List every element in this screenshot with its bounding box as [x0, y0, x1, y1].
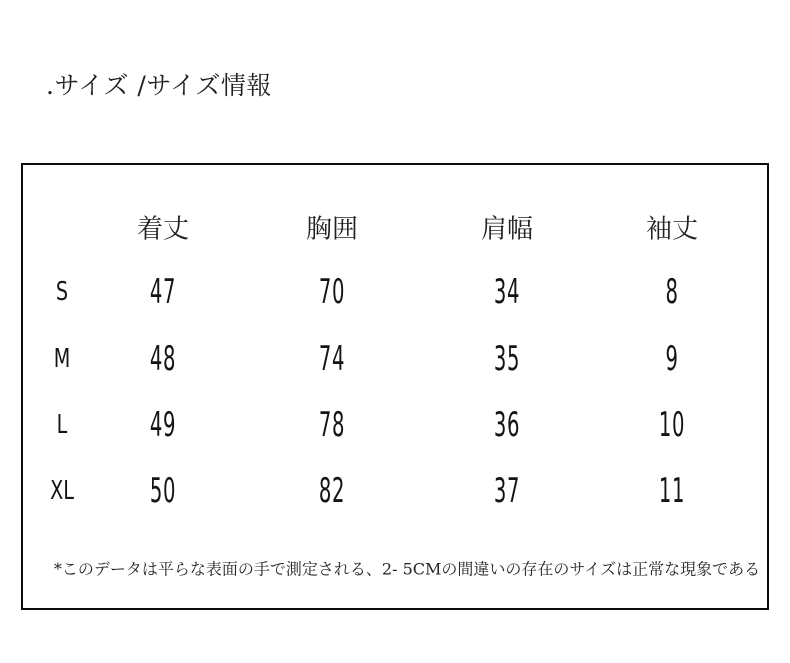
column-header-sleeve: 袖丈: [645, 214, 699, 245]
size-value: 49: [149, 405, 177, 445]
measurement-footnote: *このデータは平らな表面の手で測定される、2- 5CMの間違いの存在のサイズは正常な現象である: [53, 559, 761, 579]
size-value: 50: [149, 471, 177, 511]
row-label-m: M: [53, 344, 71, 374]
row-label-xl: XL: [50, 476, 74, 506]
size-value: 9: [665, 339, 679, 379]
row-label-l: L: [56, 410, 68, 440]
size-value: 8: [665, 272, 679, 312]
size-value: 11: [658, 471, 686, 511]
size-value: 10: [658, 405, 686, 445]
column-header-shoulder: 肩幅: [480, 214, 534, 245]
size-value: 48: [149, 339, 177, 379]
size-value: 47: [149, 272, 177, 312]
size-value: 35: [493, 339, 521, 379]
column-header-chest: 胸囲: [305, 214, 359, 245]
row-label-s: S: [55, 277, 69, 307]
column-header-length: 着丈: [136, 214, 190, 245]
size-value: 82: [318, 471, 346, 511]
page-title: .サイズ /サイズ情報: [46, 71, 272, 100]
size-value: 36: [493, 405, 521, 445]
size-value: 74: [318, 339, 346, 379]
size-value: 78: [318, 405, 346, 445]
size-value: 37: [493, 471, 521, 511]
size-table: [21, 163, 769, 610]
size-value: 70: [318, 272, 346, 312]
size-value: 34: [493, 272, 521, 312]
